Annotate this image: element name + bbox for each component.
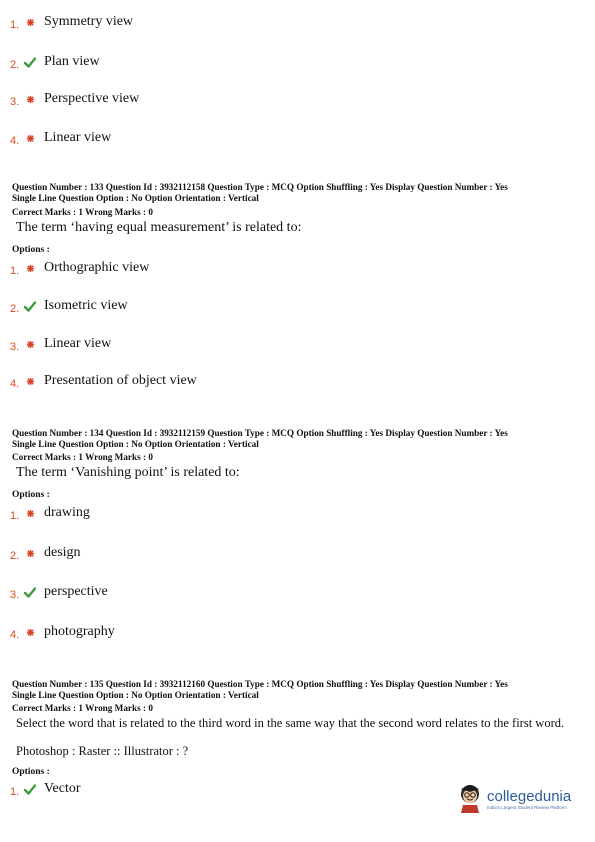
question-text: Select the word that is related to the third word in the same way that the second word relates to the first word. bbox=[16, 716, 565, 730]
option-text: drawing bbox=[44, 505, 90, 520]
option-row bbox=[10, 258, 149, 278]
option-text: Plan view bbox=[44, 54, 100, 69]
cross-icon bbox=[22, 14, 38, 30]
option-row bbox=[10, 779, 81, 799]
option-row bbox=[10, 582, 108, 602]
check-icon bbox=[22, 298, 38, 314]
analogy-text: Photoshop : Raster :: Illustrator : ? bbox=[16, 744, 189, 758]
question-meta bbox=[12, 182, 582, 203]
option-number: 3. bbox=[10, 589, 20, 601]
option-number: 1. bbox=[10, 19, 20, 31]
cross-icon bbox=[22, 624, 38, 640]
option-number: 3. bbox=[10, 96, 20, 108]
option-number: 4. bbox=[10, 629, 20, 641]
collegedunia-logo bbox=[457, 778, 587, 822]
cross-icon bbox=[22, 91, 38, 107]
option-row bbox=[10, 12, 133, 32]
option-row bbox=[10, 128, 111, 148]
option-row bbox=[10, 622, 115, 642]
option-text: Perspective view bbox=[44, 91, 140, 106]
option-row bbox=[10, 52, 100, 72]
option-number: 4. bbox=[10, 378, 20, 390]
check-icon bbox=[22, 781, 38, 797]
option-text: Presentation of object view bbox=[44, 373, 197, 388]
meta-line: Single Line Question Option : No Option Orientation : Vertical bbox=[12, 689, 259, 700]
option-text: design bbox=[44, 545, 81, 560]
mascot-icon bbox=[457, 783, 483, 818]
option-number: 2. bbox=[10, 550, 20, 562]
options-label: Options : bbox=[12, 490, 50, 500]
logo-name: collegedunia bbox=[487, 788, 572, 805]
question-text: The term ‘Vanishing point’ is related to: bbox=[16, 465, 240, 480]
option-text: Orthographic view bbox=[44, 260, 150, 275]
question-meta bbox=[12, 679, 582, 700]
cross-icon bbox=[22, 260, 38, 276]
option-number: 1. bbox=[10, 265, 20, 277]
option-text: Symmetry view bbox=[44, 14, 134, 29]
option-text: Isometric view bbox=[44, 298, 128, 313]
logo-tagline: India's Largest Student Review Platform bbox=[487, 805, 567, 810]
option-text: Linear view bbox=[44, 130, 112, 145]
meta-line: Question Number : 133 Question Id : 3932112158 Question Type : MCQ Option Shuffling : Yes Display Question Number : Yes bbox=[12, 182, 508, 192]
option-row bbox=[10, 334, 111, 354]
option-number: 1. bbox=[10, 786, 20, 798]
check-icon bbox=[22, 584, 38, 600]
option-row bbox=[10, 543, 81, 563]
option-row bbox=[10, 503, 90, 523]
option-text: photography bbox=[44, 624, 115, 639]
option-number: 1. bbox=[10, 510, 20, 522]
option-number: 4. bbox=[10, 135, 20, 147]
cross-icon bbox=[22, 130, 38, 146]
option-row bbox=[10, 371, 197, 391]
option-row bbox=[10, 89, 139, 109]
option-number: 2. bbox=[10, 303, 20, 315]
cross-icon bbox=[22, 545, 38, 561]
cross-icon bbox=[22, 505, 38, 521]
logo-text bbox=[487, 789, 571, 811]
cross-icon bbox=[22, 336, 38, 352]
cross-icon bbox=[22, 373, 38, 389]
marks-line: Correct Marks : 1 Wrong Marks : 0 bbox=[12, 207, 153, 217]
options-label: Options : bbox=[12, 767, 50, 777]
marks-line: Correct Marks : 1 Wrong Marks : 0 bbox=[12, 452, 153, 462]
question-meta bbox=[12, 428, 582, 449]
meta-line: Single Line Question Option : No Option Orientation : Vertical bbox=[12, 192, 259, 203]
option-text: Vector bbox=[44, 781, 81, 796]
option-number: 3. bbox=[10, 341, 20, 353]
options-label: Options : bbox=[12, 245, 50, 255]
check-icon bbox=[22, 54, 38, 70]
option-row bbox=[10, 296, 128, 316]
meta-line: Question Number : 135 Question Id : 3932112160 Question Type : MCQ Option Shuffling : Yes Display Question Number : Yes bbox=[12, 679, 508, 689]
meta-line: Single Line Question Option : No Option Orientation : Vertical bbox=[12, 438, 259, 449]
meta-line: Question Number : 134 Question Id : 3932112159 Question Type : MCQ Option Shuffling : Yes Display Question Number : Yes bbox=[12, 428, 508, 438]
option-number: 2. bbox=[10, 59, 20, 71]
marks-line: Correct Marks : 1 Wrong Marks : 0 bbox=[12, 703, 153, 713]
option-text: Linear view bbox=[44, 336, 112, 351]
option-text: perspective bbox=[44, 584, 108, 599]
question-text: The term ‘having equal measurement’ is related to: bbox=[16, 220, 302, 235]
